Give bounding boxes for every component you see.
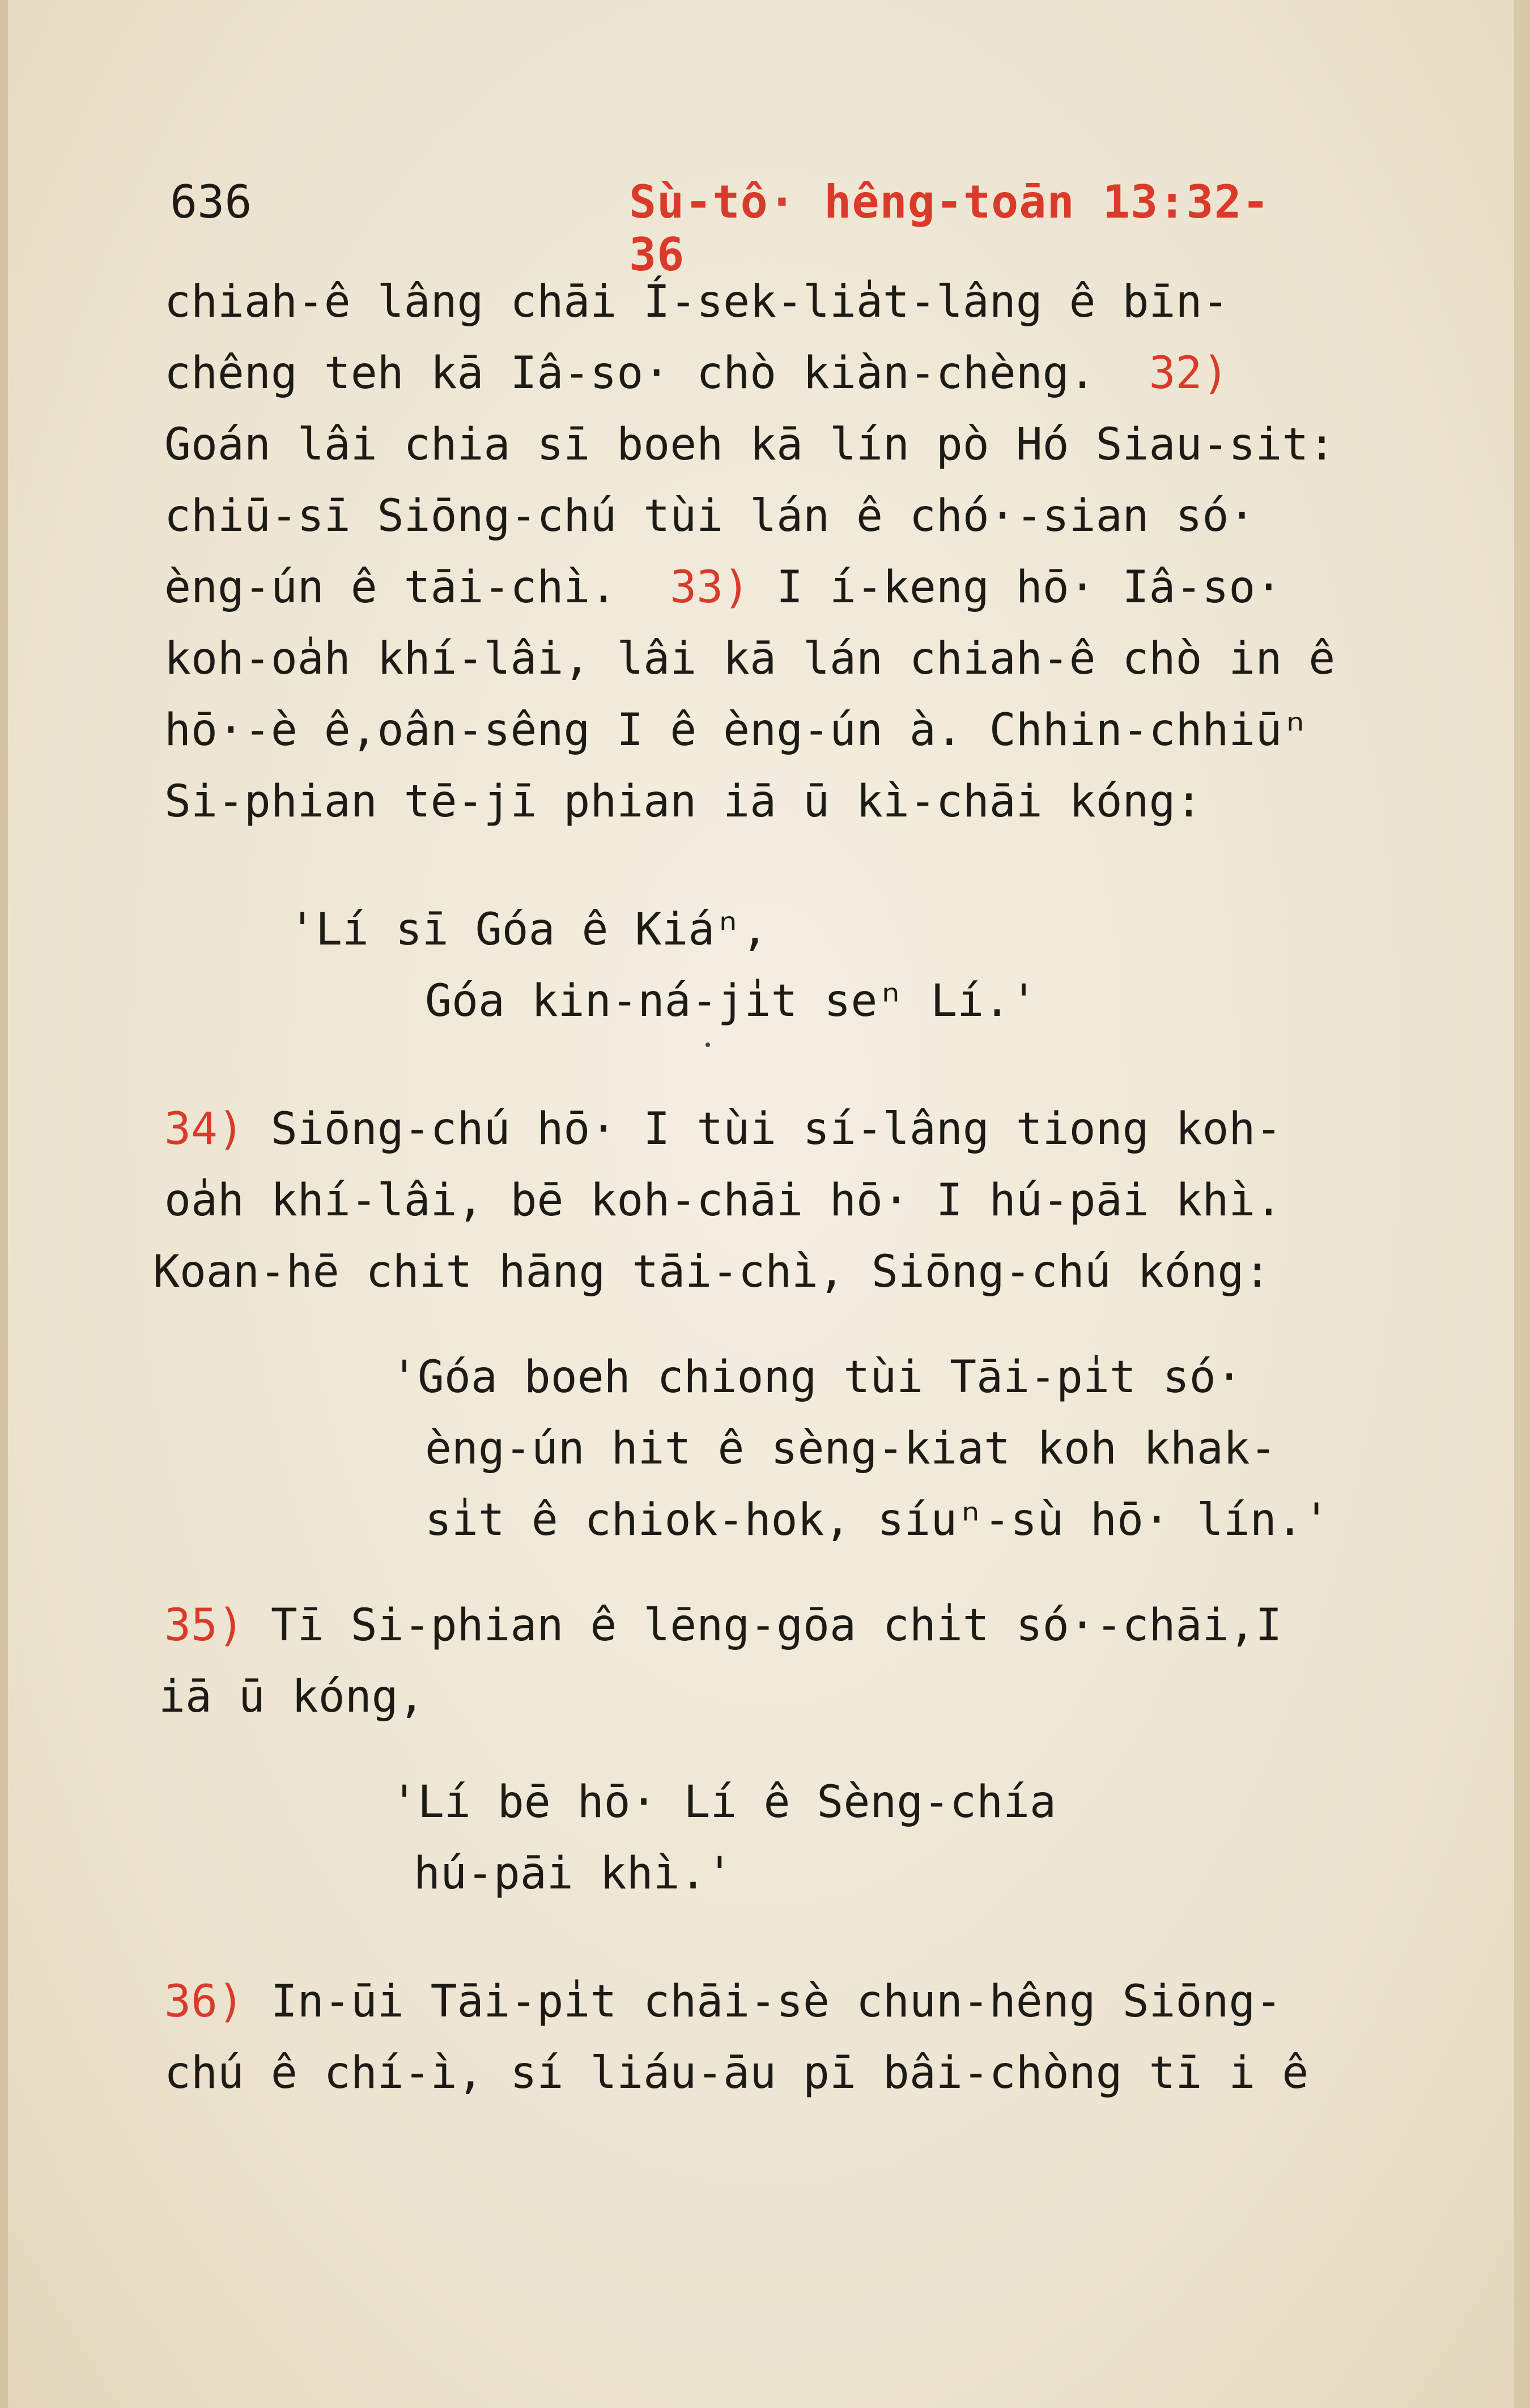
spacer	[164, 837, 1434, 894]
spacer	[164, 1909, 1434, 1966]
text-line	[164, 1094, 1434, 1165]
text-segment: I í-keng hō· Iâ-so·	[750, 562, 1282, 613]
verse-number-35: 35)	[164, 1600, 244, 1651]
text-line	[164, 1966, 1434, 2037]
verse-number-33: 33)	[670, 562, 750, 613]
text-line: chiū-sī Siōng-chú tùi lán ê chó·-sian só·	[164, 491, 1256, 542]
verse-number-36: 36)	[164, 1976, 244, 2027]
verse-number-32: 32)	[1149, 348, 1229, 399]
quote-line: èng-ún hit ê sèng-kiat koh khak-	[425, 1423, 1277, 1474]
text-line: chiah-ê lâng chāi Í-sek-lia̍t-lâng ê bīn-	[164, 276, 1229, 327]
running-head: Sù-tô· hêng-toān 13:32-36	[629, 176, 1270, 281]
spacer	[164, 1733, 1434, 1767]
spacer	[164, 1556, 1434, 1590]
quote-line: hú-pāi khì.'	[414, 1848, 733, 1899]
text-line: hō·-è ê,oân-sêng I ê èng-ún à. Chhin-chhiūⁿ	[164, 705, 1309, 756]
verse-number-34: 34)	[164, 1104, 244, 1155]
quote-line: Góa kin-ná-ji̍t seⁿ Lí.'	[425, 976, 1038, 1027]
text-segment: èng-ún ê tāi-chì.	[164, 562, 670, 613]
text-line: iā ū kóng,	[159, 1671, 425, 1722]
text-line	[164, 1590, 1434, 1661]
quote-line: 'Lí sī Góa ê Kiáⁿ,	[289, 904, 768, 955]
quote-line: 'Góa boeh chiong tùi Tāi-pi̍t só·	[391, 1352, 1243, 1403]
text-segment: Tī Si-phian ê lēng-gōa chi̍t só·-chāi,I	[244, 1600, 1282, 1651]
text-segment: Siōng-chú hō· I tùi sí-lâng tiong koh-	[244, 1104, 1282, 1155]
text-line	[164, 338, 1434, 409]
ink-dot	[706, 1043, 710, 1047]
text-line: chú ê chí-ì, sí liáu-āu pī bâi-chòng tī i ê	[164, 2048, 1309, 2099]
spacer	[164, 1037, 1434, 1094]
page-header	[170, 176, 1309, 281]
text-segment: chêng teh kā Iâ-so· chò kiàn-chèng.	[164, 348, 1149, 399]
body-text	[153, 266, 1434, 2109]
quote-line: si̍t ê chiok-hok, síuⁿ-sù hō· lín.'	[425, 1495, 1330, 1546]
text-line: Si-phian tē-jī phian iā ū kì-chāi kóng:	[164, 776, 1202, 827]
text-line: Goán lâi chia sī boeh kā lín pò Hó Siau-sit:	[164, 419, 1336, 470]
text-line: koh-oa̍h khí-lâi, lâi kā lán chiah-ê chò in ê	[164, 633, 1336, 684]
quote-line: 'Lí bē hō· Lí ê Sèng-chía	[391, 1777, 1056, 1828]
spacer	[164, 1308, 1434, 1342]
page-number: 636	[170, 176, 252, 228]
text-segment: In-ūi Tāi-pi̍t chāi-sè chun-hêng Siōng-	[244, 1976, 1282, 2027]
text-line: oa̍h khí-lâi, bē koh-chāi hō· I hú-pāi khì.	[164, 1175, 1282, 1226]
text-line	[164, 552, 1434, 623]
text-line: Koan-hē chit hāng tāi-chì, Siōng-chú kóng:	[153, 1246, 1271, 1297]
